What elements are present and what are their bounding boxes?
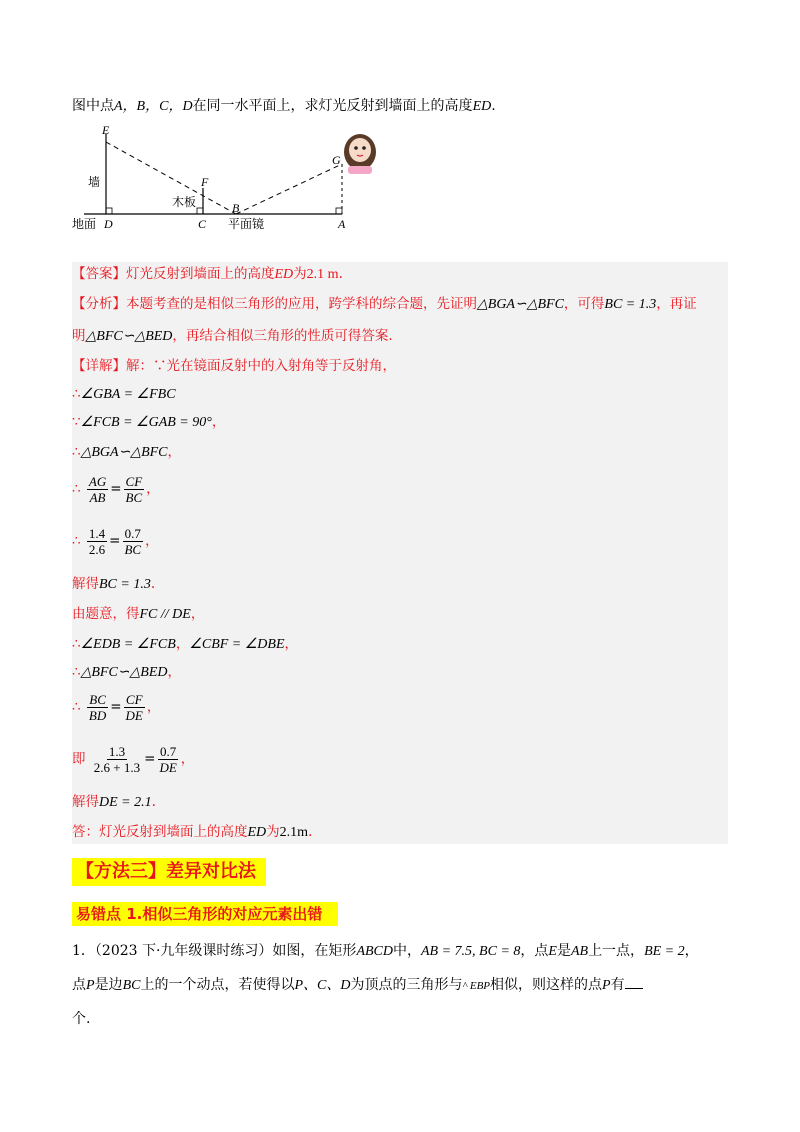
answer-line	[72, 264, 343, 285]
step-text: 解得	[72, 576, 99, 592]
analysis-line-2	[72, 326, 393, 347]
step-9	[72, 526, 159, 557]
label-d: D	[104, 217, 113, 231]
question-math: P	[86, 978, 95, 993]
step-5	[72, 384, 176, 405]
analysis2-math: △BFC∽△BED	[85, 329, 173, 344]
question-math: P、C、D	[294, 978, 351, 993]
step-end: ，	[180, 751, 195, 767]
question-math: E	[548, 944, 557, 959]
step-end: ，	[167, 664, 182, 680]
numerator: 0.7	[160, 744, 177, 759]
analysis-math-2: BC = 1.3	[604, 297, 657, 312]
analysis2-text-b: ，再结合相似三角形的性质可得答案.	[172, 328, 393, 344]
girl-cartoon-icon	[344, 134, 376, 174]
denominator: AB	[89, 490, 106, 505]
step-end: ，	[167, 444, 182, 460]
numerator: CF	[125, 692, 143, 707]
answer-text: 【答案】灯光反射到墙面上的高度	[72, 266, 275, 282]
step-15	[72, 744, 194, 775]
question-text: 上的一个动点，若使得以	[140, 977, 295, 993]
answer-value: 2.1 m	[306, 267, 339, 282]
intro-end: .	[491, 98, 496, 114]
ray-bg-line	[236, 164, 342, 214]
step-sep: ，	[175, 636, 190, 652]
fraction	[92, 744, 142, 775]
step-math: △BGA∽△BFC	[80, 445, 168, 460]
numerator: BC	[89, 692, 106, 707]
question-line-1	[72, 940, 699, 963]
question-text: 有	[610, 977, 625, 993]
answer-blank[interactable]	[625, 988, 643, 989]
question-text: ，点	[520, 943, 549, 959]
right-angle-c	[197, 208, 203, 214]
question-text: 为顶点的三角形与	[350, 977, 463, 993]
step-math: FC // DE	[139, 607, 191, 622]
detail-text: 【详解】解：∵光在镜面反射中的入射角等于反射角，	[72, 358, 396, 374]
fraction	[87, 526, 107, 557]
step-math-1: ∠EDB = ∠FCB	[80, 637, 176, 652]
answer-end: .	[338, 266, 343, 282]
final-text-b: 为	[266, 824, 280, 840]
analysis-text-c: ，再证	[656, 296, 697, 312]
final-end: .	[308, 824, 313, 840]
label-c: C	[198, 217, 207, 231]
question-math: ABCD	[356, 944, 393, 959]
question-math: BE = 2	[644, 944, 685, 959]
step-symbol: ∴	[72, 386, 81, 402]
question-line-2	[72, 974, 643, 997]
equals: =	[109, 533, 121, 549]
question-text: 中，	[393, 943, 421, 959]
step-symbol: ∴	[72, 636, 81, 652]
question-math: AB	[570, 944, 589, 959]
question-math: BC	[122, 978, 141, 993]
label-ground: 地面	[72, 217, 97, 231]
equals: =	[110, 481, 122, 497]
answer-math: ED	[274, 267, 294, 282]
intro-line	[72, 96, 496, 117]
step-end: ，	[146, 699, 161, 715]
numerator: 0.7	[124, 526, 141, 541]
step-math-2: ∠CBF = ∠DBE	[189, 637, 285, 652]
step-11	[72, 604, 204, 625]
final-text: 答：灯光反射到墙面上的高度	[72, 824, 248, 840]
step-7	[72, 442, 181, 463]
step-text: 即	[72, 751, 86, 767]
step-13	[72, 662, 181, 683]
equals: =	[110, 699, 122, 715]
analysis-text-b: ，可得	[563, 296, 605, 312]
intro-ed: ED	[472, 99, 492, 114]
question-text: 点	[72, 977, 86, 993]
step-text: 解得	[72, 794, 99, 810]
step-symbol: ∴	[72, 699, 81, 715]
fraction	[87, 474, 108, 505]
label-b: B	[232, 201, 240, 215]
denominator: 2.6 + 1.3	[93, 760, 141, 775]
step-symbol: ∴	[72, 481, 81, 497]
fraction	[124, 474, 145, 505]
ray-eb-line	[106, 142, 236, 214]
fraction	[157, 744, 178, 775]
right-angle-a	[336, 208, 342, 214]
step-symbol: ∵	[72, 414, 81, 430]
right-angle-d	[106, 208, 112, 214]
label-mirror: 平面镜	[228, 217, 265, 231]
step-end: ，	[190, 606, 205, 622]
label-board: 木板	[172, 195, 197, 209]
error-point-title: 易错点 1.相似三角形的对应元素出错	[72, 902, 338, 926]
step-end: ，	[146, 481, 160, 497]
step-math: BC = 1.3	[99, 577, 151, 592]
step-end: ，	[284, 636, 299, 652]
denominator: 2.6	[88, 542, 106, 557]
step-14	[72, 692, 160, 723]
question-math: AB = 7.5, BC = 8	[421, 944, 521, 959]
step-symbol: ∴	[72, 533, 81, 549]
step-math: ∠GBA = ∠FBC	[80, 387, 176, 402]
intro-points: A，B，C，D	[114, 99, 193, 114]
question-math: P	[602, 978, 611, 993]
fraction	[122, 526, 143, 557]
label-e: E	[102, 123, 110, 137]
analysis-math-1: △BGA∽△BFC	[477, 297, 564, 312]
fraction	[124, 692, 145, 723]
intro-text-b: 在同一水平面上，求灯光反射到墙面上的高度	[192, 98, 473, 114]
numerator: 1.3	[108, 744, 126, 759]
equals: =	[144, 751, 156, 767]
step-symbol: ∴	[72, 444, 81, 460]
detail-intro	[72, 356, 396, 376]
analysis2-text: 明	[72, 328, 86, 344]
step-end: ，	[211, 414, 226, 430]
step-end: .	[151, 794, 156, 810]
numerator: AG	[88, 474, 107, 489]
question-text: 个.	[72, 1011, 91, 1027]
step-text: 由题意，得	[72, 606, 140, 622]
label-f: F	[201, 175, 209, 189]
denominator: BD	[88, 708, 107, 723]
method-title: 【方法三】差异对比法	[72, 858, 266, 886]
fraction	[87, 692, 108, 723]
step-10	[72, 574, 155, 595]
question-line-3	[72, 1008, 90, 1030]
step-6	[72, 412, 225, 433]
question-text: 1．（2023 下·九年级课时练习）如图，在矩形	[72, 943, 357, 959]
step-math: △BFC∽△BED	[80, 665, 168, 680]
step-8	[72, 474, 160, 505]
answer-text-b: 为	[293, 266, 307, 282]
label-a: A	[338, 217, 346, 231]
question-math: ^ EBP	[462, 980, 491, 992]
step-math: DE = 2.1	[99, 795, 152, 810]
question-text: ，	[684, 943, 699, 959]
question-text: 是	[556, 943, 571, 959]
label-g: G	[332, 153, 341, 167]
numerator: CF	[125, 474, 143, 489]
question-text: 是边	[94, 977, 123, 993]
denominator: DE	[125, 708, 143, 723]
step-math: ∠FCB = ∠GAB = 90°	[80, 415, 212, 430]
step-symbol: ∴	[72, 664, 81, 680]
geometry-figure	[70, 122, 390, 242]
numerator: 1.4	[88, 526, 106, 541]
denominator: BC	[124, 542, 142, 557]
final-answer	[72, 822, 312, 843]
question-text: 相似，则这样的点	[490, 977, 603, 993]
analysis-text: 【分析】本题考查的是相似三角形的应用，跨学科的综合题，先证明	[72, 296, 477, 312]
step-16	[72, 792, 156, 813]
step-end: .	[150, 576, 156, 592]
final-math: ED	[247, 825, 267, 840]
final-value: 2.1m	[279, 825, 309, 840]
intro-text-a: 图中点	[72, 98, 114, 114]
analysis-line-1	[72, 294, 697, 315]
denominator: DE	[159, 760, 177, 775]
question-text: 上一点，	[588, 943, 645, 959]
step-end: ，	[145, 533, 159, 549]
denominator: BC	[125, 490, 143, 505]
step-12	[72, 634, 298, 655]
label-wall: 墙	[88, 175, 101, 189]
